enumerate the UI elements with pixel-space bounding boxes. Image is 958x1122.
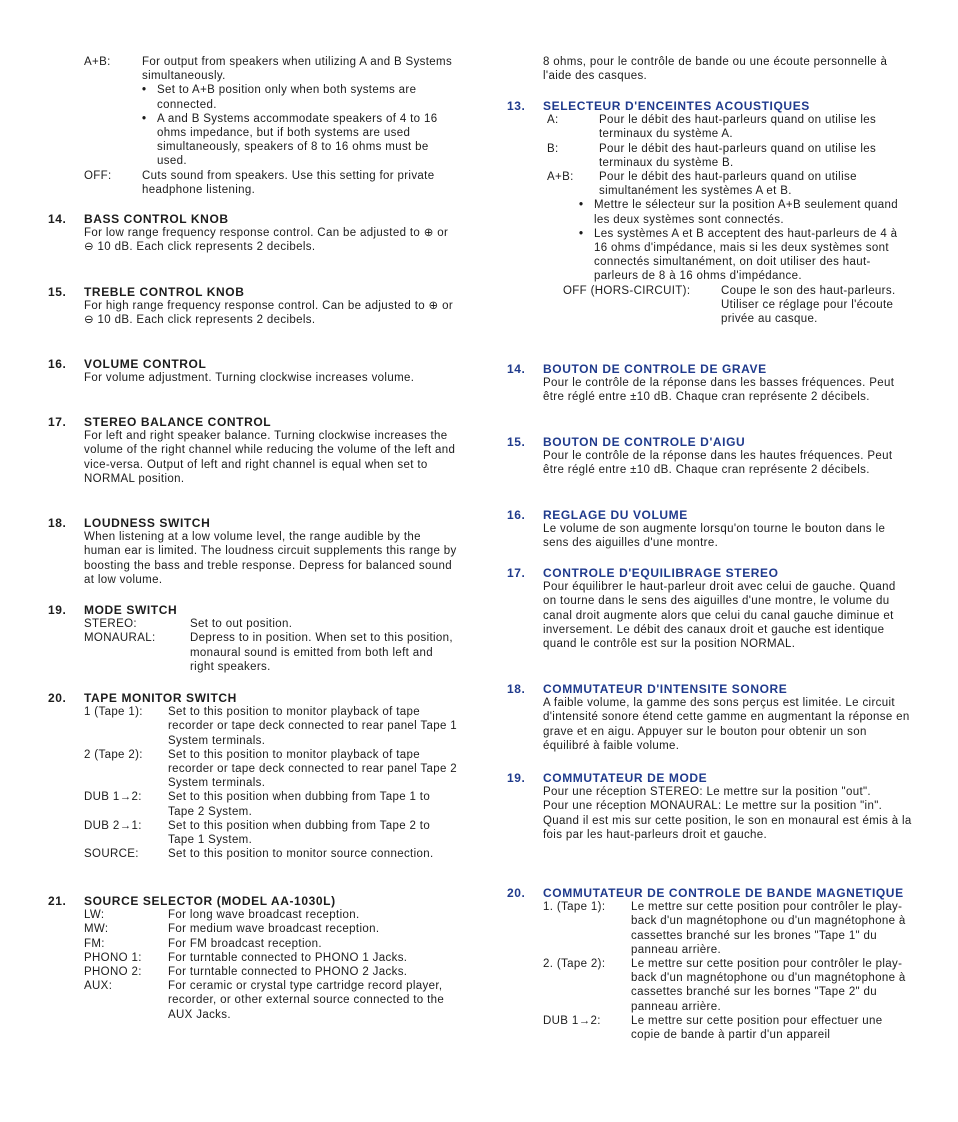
section-title: BASS CONTROL KNOB <box>84 212 229 226</box>
section-body: When listening at a low volume level, the range audible by the human ear is limited. The loudness circuit supplements this range by boosting the bass and treble response. Depress for balanced sound at low volume. <box>84 531 457 586</box>
section-title: STEREO BALANCE CONTROL <box>84 415 272 429</box>
section-number: 13. <box>507 99 526 113</box>
section-body: For high range frequency response control. Can be adjusted to ⊕ or ⊖ 10 dB. Each click represents 2 decibels. <box>84 300 453 327</box>
section-title: TAPE MONITOR SWITCH <box>84 691 237 705</box>
mode-item-stereo: STEREO: Set to out position. <box>84 618 293 631</box>
section-title: REGLAGE DU VOLUME <box>543 508 688 522</box>
section-18-en <box>48 516 458 587</box>
section-number: 20. <box>48 691 67 705</box>
section-number: 17. <box>507 566 526 580</box>
section-title: BOUTON DE CONTROLE D'AIGU <box>543 435 746 449</box>
source-item: PHONO 1: For turntable connected to PHONO 1 Jacks. <box>84 951 408 964</box>
tape-item: 1. (Tape 1): Le mettre sur cette position pour contrôler le play-back d'un magnétophone ou d'un magnétophone à cassettes branché sur les brones "Tape 1" du panneau arrière. <box>543 901 906 956</box>
mode-monaural-text: Le mettre sur la position "in". Quand il est mis sur cette position, le son en monaural est émis à la fois par les haut-parleurs droit et gauche. <box>543 800 912 841</box>
section-20-fr <box>507 886 912 1042</box>
source-item: MW: For medium wave broadcast reception. <box>84 923 380 936</box>
section-number: 15. <box>48 285 67 299</box>
section-body: A faible volume, la gamme des sons perçus est limitée. Le circuit d'intensité sonore étend cette gamme en augmentant la réponse en grave et en aigu. Appuyer sur le bouton pour obtenir un son équilibré à faible volume. <box>543 697 910 752</box>
section-number: 19. <box>507 771 526 785</box>
section-title: SELECTEUR D'ENCEINTES ACOUSTIQUES <box>543 99 810 113</box>
section-14-fr <box>507 362 912 405</box>
section-16-en <box>48 357 458 385</box>
tape-item: DUB 1→2: Le mettre sur cette position pour effectuer une copie de bande à partir d'un appareil <box>543 1014 883 1042</box>
bullet-icon: • <box>579 227 584 240</box>
section-number: 16. <box>48 357 67 371</box>
tape-item: SOURCE: Set to this position to monitor source connection. <box>84 848 434 861</box>
intro-text: 8 ohms, pour le contrôle de bande ou une écoute personnelle à l'aide des casques. <box>543 56 888 83</box>
section-number: 15. <box>507 435 526 449</box>
ab-bullets <box>84 83 458 168</box>
off-item <box>547 284 912 327</box>
tape-item: DUB 1→2: Set to this position when dubbing from Tape 1 to Tape 2 System. <box>84 791 431 818</box>
bullet-item: • Set to A+B position only when both systems are connected. <box>142 84 417 111</box>
section-19-en <box>48 603 458 674</box>
speaker-item-b: B: Pour le débit des haut-parleurs quand on utilise les terminaux du système B. <box>547 142 877 169</box>
section-title: TREBLE CONTROL KNOB <box>84 285 245 299</box>
section-15-fr <box>507 435 912 478</box>
source-item: LW: For long wave broadcast reception. <box>84 909 360 922</box>
off-label: OFF (HORS-CIRCUIT): <box>563 284 691 297</box>
section-19-fr <box>507 771 912 842</box>
section-number: 19. <box>48 603 67 617</box>
section-15-en <box>48 285 458 328</box>
mode-stereo-text: Pour une réception STEREO: Le mettre sur la position "out". <box>543 786 871 799</box>
section-16-fr <box>507 508 912 551</box>
source-item: AUX: For ceramic or crystal type cartridge record player, recorder, or other external source connected to the AUX Jacks. <box>84 980 445 1021</box>
section-title: SOURCE SELECTOR (MODEL AA-1030L) <box>84 894 336 908</box>
off-item <box>84 169 458 197</box>
off-label: OFF: <box>84 169 112 182</box>
section-title: LOUDNESS SWITCH <box>84 516 211 530</box>
tape-item: 2. (Tape 2): Le mettre sur cette position pour contrôler le play-back d'un magnétophone ou d'un magnétophone à cassettes branché sur les bornes "Tape 2" du panneau arrière. <box>543 958 906 1013</box>
section-body: For low range frequency response control. Can be adjusted to ⊕ or ⊖ 10 dB. Each click represents 2 decibels. <box>84 227 449 254</box>
bullet-icon: • <box>142 112 147 125</box>
speaker-item-ab: A+B: Pour le débit des haut-parleurs quand on utilise simultanément les systèmes A et B. <box>547 171 857 198</box>
source-item: FM: For FM broadcast reception. <box>84 937 322 950</box>
tape-item: 1 (Tape 1): Set to this position to monitor playback of tape recorder or tape deck connected to rear panel Tape 1 System terminals. <box>84 706 458 747</box>
bullet-item: • A and B Systems accommodate speakers of 4 to 16 ohms impedance, but if both systems are used simultaneously, speakers of 8 to 16 ohms must be used. <box>142 112 438 168</box>
section-body: Le volume de son augmente lorsqu'on tourne le bouton dans le sens des aiguilles d'une montre. <box>543 523 886 550</box>
section-number: 20. <box>507 886 526 900</box>
bullet-icon: • <box>142 84 147 97</box>
section-body: Pour équilibrer le haut-parleur droit avec celui de gauche. Quand on tourne dans le sens des aiguilles d'une montre, le volume du canal droit augmente alors que celui du canal gauche diminue et inversement. Le débit des canaux droit et gauche est identique quand le contrôle est sur la position NORMAL. <box>543 581 896 651</box>
section-number: 18. <box>507 682 526 696</box>
section-number: 21. <box>48 894 67 908</box>
section-title: COMMUTATEUR DE MODE <box>543 771 708 785</box>
speaker-selector-continued <box>48 55 458 197</box>
bullet-icon: • <box>579 199 584 212</box>
off-text: Coupe le son des haut-parleurs. Utiliser ce réglage pour l'écoute privée au casque. <box>721 284 896 326</box>
section-14-en <box>48 212 458 255</box>
section-number: 14. <box>507 362 526 376</box>
tape-item: 2 (Tape 2): Set to this position to monitor playback of tape recorder or tape deck connected to rear panel Tape 2 System terminals. <box>84 748 458 790</box>
source-item: PHONO 2: For turntable connected to PHONO 2 Jacks. <box>84 966 408 979</box>
section-body: Pour le contrôle de la réponse dans les hautes fréquences. Peut être réglé entre ±10 dB. Chaque cran représente 2 décibels. <box>543 450 893 477</box>
section-body: For left and right speaker balance. Turning clockwise increases the volume of the right channel while reducing the volume of the left and vice-versa. Output of left and right channel is equal when set to NORMAL position. <box>84 430 456 485</box>
section-20-en <box>48 691 458 861</box>
off-text: Cuts sound from speakers. Use this setting for private headphone listening. <box>142 169 435 196</box>
bullet-item: • Mettre le sélecteur sur la position A+B seulement quand les deux systèmes sont connectés. <box>579 199 899 226</box>
tape-item: DUB 2→1: Set to this position when dubbing from Tape 2 to Tape 1 System. <box>84 819 431 847</box>
section-number: 17. <box>48 415 67 429</box>
section-title: CONTROLE D'EQUILIBRAGE STEREO <box>543 566 779 580</box>
section-title: VOLUME CONTROL <box>84 357 207 371</box>
section-body: For volume adjustment. Turning clockwise increases volume. <box>84 372 415 385</box>
section-title: MODE SWITCH <box>84 603 178 617</box>
intro-continued <box>507 55 912 83</box>
section-number: 14. <box>48 212 67 226</box>
mode-monaural-label: Pour une réception MONAURAL: <box>543 800 722 813</box>
section-21-en <box>48 894 458 1022</box>
section-body: Pour le contrôle de la réponse dans les basses fréquences. Peut être réglé entre ±10 dB. Chaque cran représente 2 décibels. <box>543 377 895 404</box>
ab-label: A+B: <box>84 56 111 68</box>
bullet-item: • Les systèmes A et B acceptent des haut-parleurs de 4 à 16 ohms d'impédance, mais si les deux systèmes sont connectés simultanément, on doit utiliser des haut-parleurs de 8 à 16 ohms d'impédance. <box>579 227 898 283</box>
section-17-en <box>48 415 458 486</box>
speaker-item-a: A: Pour le débit des haut-parleurs quand on utilise les terminaux du système A. <box>547 114 877 141</box>
section-18-fr <box>507 682 912 753</box>
ab-text: For output from speakers when utilizing A and B Systems simultaneously. <box>142 56 453 83</box>
mode-item-monaural: MONAURAL: Depress to in position. When set to this position, monaural sound is emitted from both left and right speakers. <box>84 632 453 673</box>
section-13-fr <box>507 99 912 326</box>
ab-item <box>84 55 458 83</box>
section-title: COMMUTATEUR D'INTENSITE SONORE <box>543 682 788 696</box>
section-number: 16. <box>507 508 526 522</box>
section-title: COMMUTATEUR DE CONTROLE DE BANDE MAGNETIQUE <box>543 886 904 900</box>
section-17-fr <box>507 566 912 651</box>
section-title: BOUTON DE CONTROLE DE GRAVE <box>543 362 767 376</box>
mode-monaural <box>543 799 912 842</box>
speaker-bullets <box>547 198 912 283</box>
section-number: 18. <box>48 516 67 530</box>
